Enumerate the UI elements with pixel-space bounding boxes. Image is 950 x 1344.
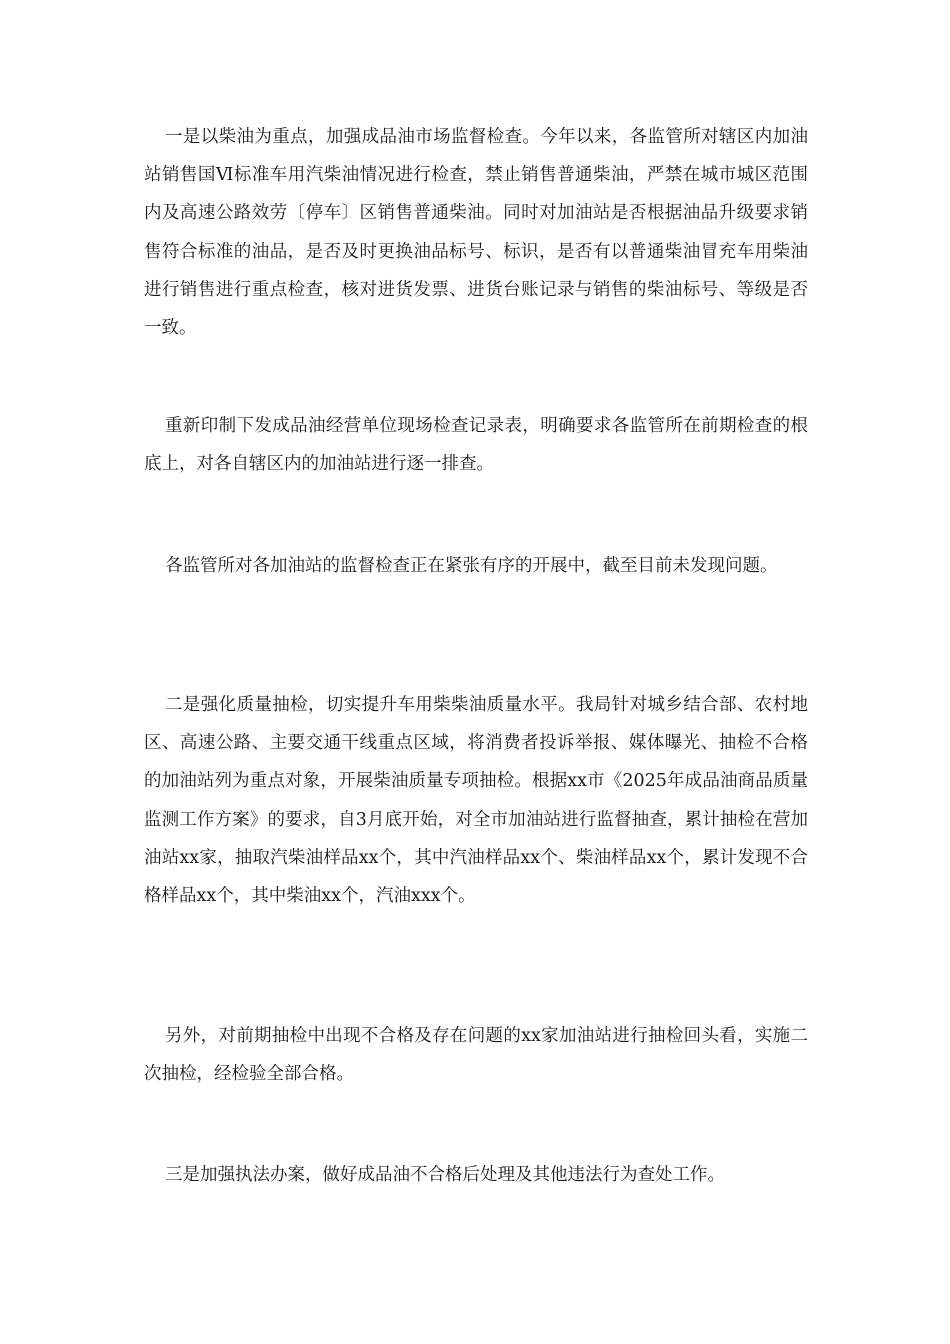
paragraph-diesel-inspection: 一是以柴油为重点，加强成品油市场监督检查。今年以来，各监管所对辖区内加油站销售国Ⅵ标准车用汽柴油情况进行检查，禁止销售普通柴油，严禁在城市城区范围内及高速公路效劳〔停车〕区销售普通柴油。同时对加油站是否根据油品升级要求销售符合标准的油品，是否及时更换油品标号、标识，是否有以普通柴油冒充车用柴油进行销售进行重点检查，核对进货发票、进货台账记录与销售的柴油标号、等级是否一致。: [144, 127, 808, 339]
paragraph-law-enforcement: 三是加强执法办案，做好成品油不合格后处理及其他违法行为查处工作。: [165, 1165, 725, 1185]
paragraph-quality-sampling: 二是强化质量抽检，切实提升车用柴柴油质量水平。我局针对城乡结合部、农村地区、高速公路、主要交通干线重点区域，将消费者投诉举报、媒体曝光、抽检不合格的加油站列为重点对象，开展柴油质量专项抽检。根据xx市《2025年成品油商品质量监测工作方案》的要求，自3月底开始，对全市加油站进行监督抽查，累计抽检在营加油站xx家，抽取汽柴油样品xx个，其中汽油样品xx个、柴油样品xx个，累计发现不合格样品xx个，其中柴油xx个，汽油xxx个。: [144, 695, 808, 907]
paragraph-inspection-progress: 各监管所对各加油站的监督检查正在紧张有序的开展中，截至目前未发现问题。: [165, 556, 778, 576]
paragraph-inspection-record-form: 重新印制下发成品油经营单位现场检查记录表，明确要求各监管所在前期检查的根底上，对各自辖区内的加油站进行逐一排查。: [144, 416, 808, 475]
paragraph-re-sampling: 另外，对前期抽检中出现不合格及存在问题的xx家加油站进行抽检回头看，实施二次抽检，经检验全部合格。: [144, 1026, 808, 1085]
